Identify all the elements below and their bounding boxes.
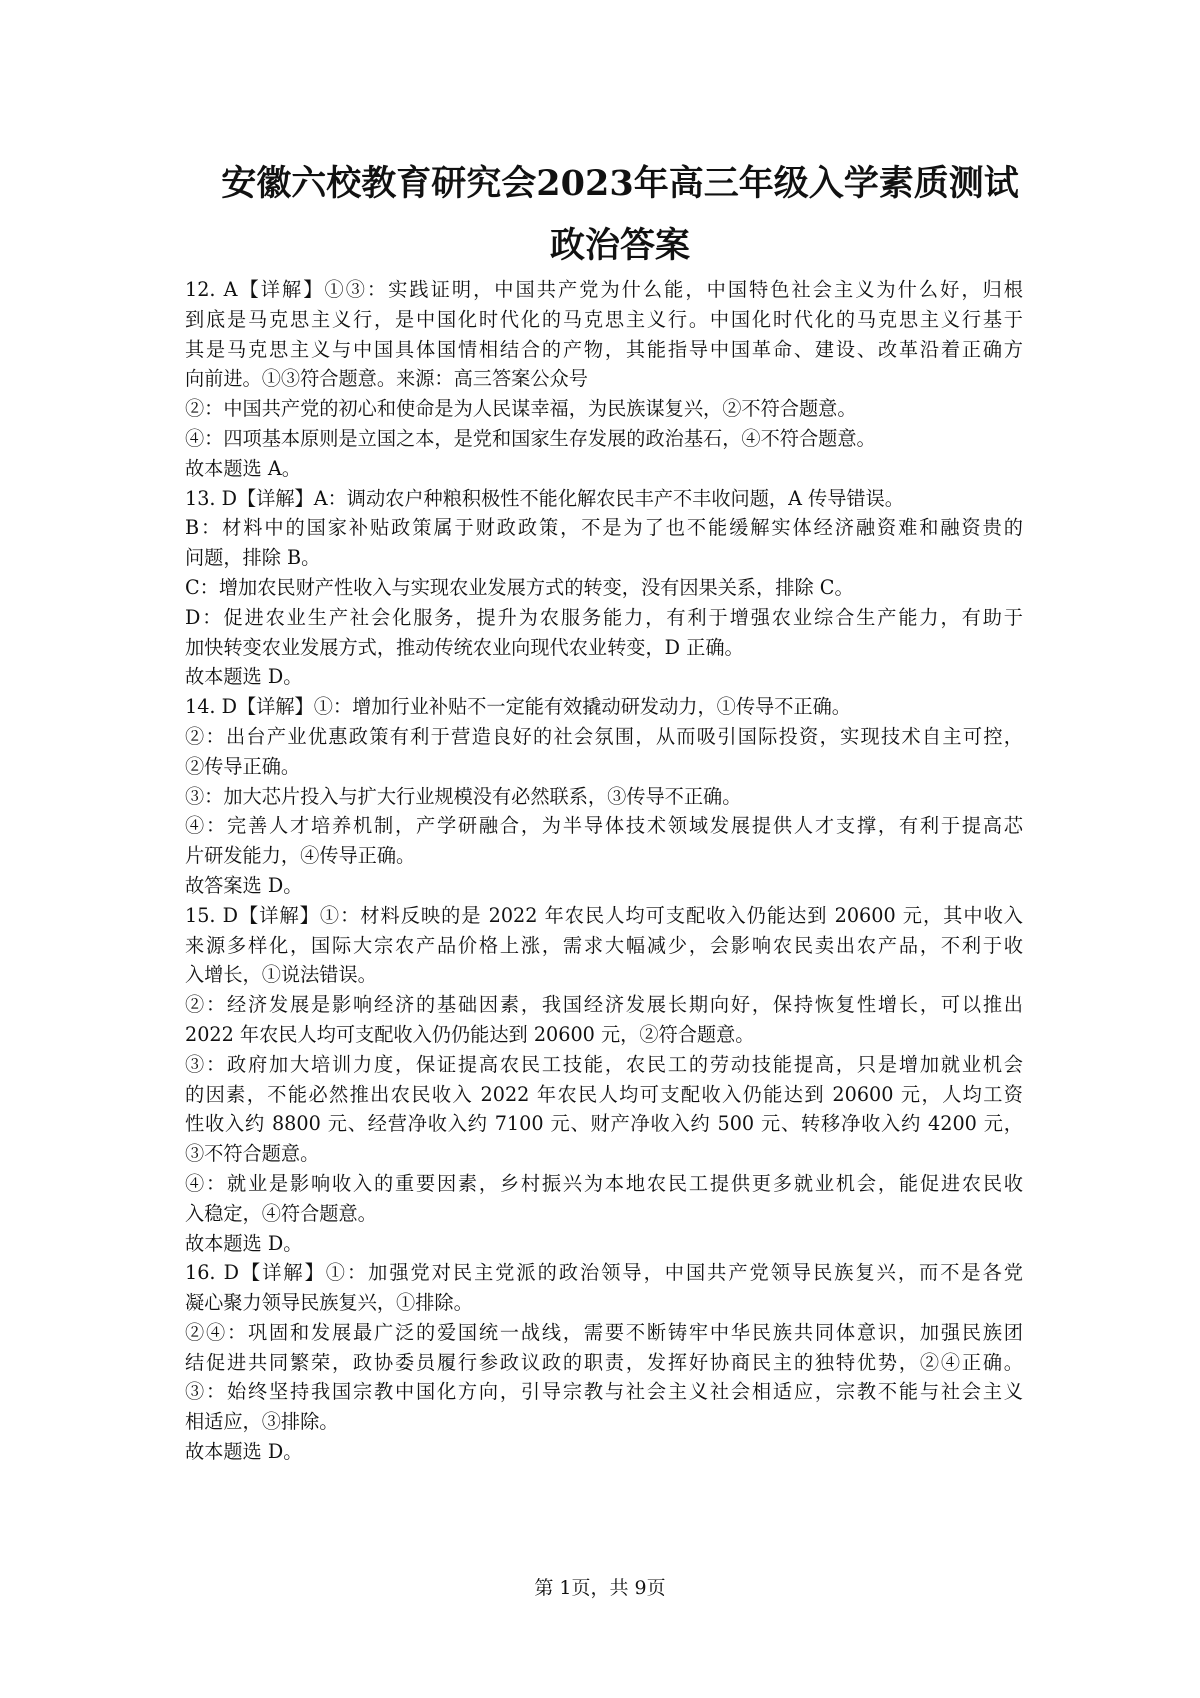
answer-line: B：材料中的国家补贴政策属于财政政策，不是为了也不能缓解实体经济融资难和融资贵的 <box>185 516 1023 540</box>
answer-line: 其是马克思主义与中国具体国情相结合的产物，其能指导中国革命、建设、改革沿着正确方 <box>185 337 1023 361</box>
answer-line: ②：出台产业优惠政策有利于营造良好的社会氛围，从而吸引国际投资，实现技术自主可控， <box>185 724 1023 748</box>
page-number: 第 1页，共 9页 <box>534 1577 666 1599</box>
answer-line: 16. D【详解】①：加强党对民主党派的政治领导，中国共产党领导民族复兴，而不是各党 <box>185 1261 1023 1285</box>
answer-line: 相适应，③排除。 <box>185 1410 339 1434</box>
answer-line: 故本题选 D。 <box>185 1231 303 1255</box>
answer-line: ④：四项基本原则是立国之本，是党和国家生存发展的政治基石，④不符合题意。 <box>185 426 876 450</box>
answer-line: 片研发能力，④传导正确。 <box>185 844 416 868</box>
answer-line: 来源多样化，国际大宗农产品价格上涨，需求大幅减少，会影响农民卖出农产品，不利于收 <box>185 933 1023 957</box>
answer-line: 问题，排除 B。 <box>185 546 321 570</box>
answer-line: 凝心聚力领导民族复兴，①排除。 <box>185 1291 473 1315</box>
answer-line: C：增加农民财产性收入与实现农业发展方式的转变，没有因果关系，排除 C。 <box>185 575 854 599</box>
answer-line: 加快转变农业发展方式，推动传统农业向现代农业转变，D 正确。 <box>185 635 744 659</box>
answer-line: 故本题选 A。 <box>185 456 301 480</box>
answer-line: D：促进农业生产社会化服务，提升为农服务能力，有利于增强农业综合生产能力，有助于 <box>185 605 1023 629</box>
answer-line: ③不符合题意。 <box>185 1142 320 1166</box>
answer-line: ③：加大芯片投入与扩大行业规模没有必然联系，③传导不正确。 <box>185 784 742 808</box>
answer-line: ④：完善人才培养机制，产学研融合，为半导体技术领域发展提供人才支撑，有利于提高芯 <box>185 814 1023 838</box>
answer-line: 的因素，不能必然推出农民收入 2022 年农民人均可支配收入仍能达到 20600 元，人均工资 <box>185 1082 1023 1106</box>
answer-line: ②：中国共产党的初心和使命是为人民谋幸福，为民族谋复兴，②不符合题意。 <box>185 397 857 421</box>
answer-line: 入增长，①说法错误。 <box>185 963 377 987</box>
document-title: 安徽六校教育研究会2023年高三年级入学素质测试 <box>221 163 1019 204</box>
answer-line: 故本题选 D。 <box>185 1440 303 1464</box>
answer-line: 12. A【详解】①③：实践证明，中国共产党为什么能，中国特色社会主义为什么好，归根 <box>185 278 1023 301</box>
document-subtitle: 政治答案 <box>549 225 690 266</box>
answer-body <box>185 275 1023 1467</box>
answer-line: ②传导正确。 <box>185 754 301 778</box>
answer-line: 故本题选 D。 <box>185 665 303 689</box>
answer-line: 向前进。①③符合题意。来源：高三答案公众号 <box>185 367 588 391</box>
answer-line: 结促进共同繁荣，政协委员履行参政议政的职责，发挥好协商民主的独特优势，②④正确。 <box>185 1350 1023 1374</box>
answer-line: 故答案选 D。 <box>185 873 303 897</box>
answer-line: 到底是马克思主义行，是中国化时代化的马克思主义行。中国化时代化的马克思主义行基于 <box>185 307 1023 331</box>
answer-line: ④：就业是影响收入的重要因素，乡村振兴为本地农民工提供更多就业机会，能促进农民收 <box>185 1171 1023 1195</box>
answer-line: 2022 年农民人均可支配收入仍仍能达到 20600 元，②符合题意。 <box>185 1022 755 1046</box>
answer-line: ③：政府加大培训力度，保证提高农民工技能，农民工的劳动技能提高，只是增加就业机会 <box>185 1052 1023 1076</box>
answer-line: 入稳定，④符合题意。 <box>185 1201 377 1225</box>
answer-line: ③：始终坚持我国宗教中国化方向，引导宗教与社会主义社会相适应，宗教不能与社会主义 <box>185 1380 1023 1404</box>
answer-line: 13. D【详解】A：调动农户种粮积极性不能化解农民丰产不丰收问题，A 传导错误。 <box>185 486 904 510</box>
answer-line: ②：经济发展是影响经济的基础因素，我国经济发展长期向好，保持恢复性增长，可以推出 <box>185 993 1023 1017</box>
answer-line: ②④：巩固和发展最广泛的爱国统一战线，需要不断铸牢中华民族共同体意识，加强民族团 <box>185 1320 1023 1344</box>
answer-line: 15. D【详解】①：材料反映的是 2022 年农民人均可支配收入仍能达到 20600 元，其中收入 <box>185 903 1023 927</box>
answer-line: 14. D【详解】①：增加行业补贴不一定能有效撬动研发动力，①传导不正确。 <box>185 695 851 719</box>
answer-line: 性收入约 8800 元、经营净收入约 7100 元、财产净收入约 500 元、转移净收入约 4200 元， <box>185 1112 1023 1136</box>
